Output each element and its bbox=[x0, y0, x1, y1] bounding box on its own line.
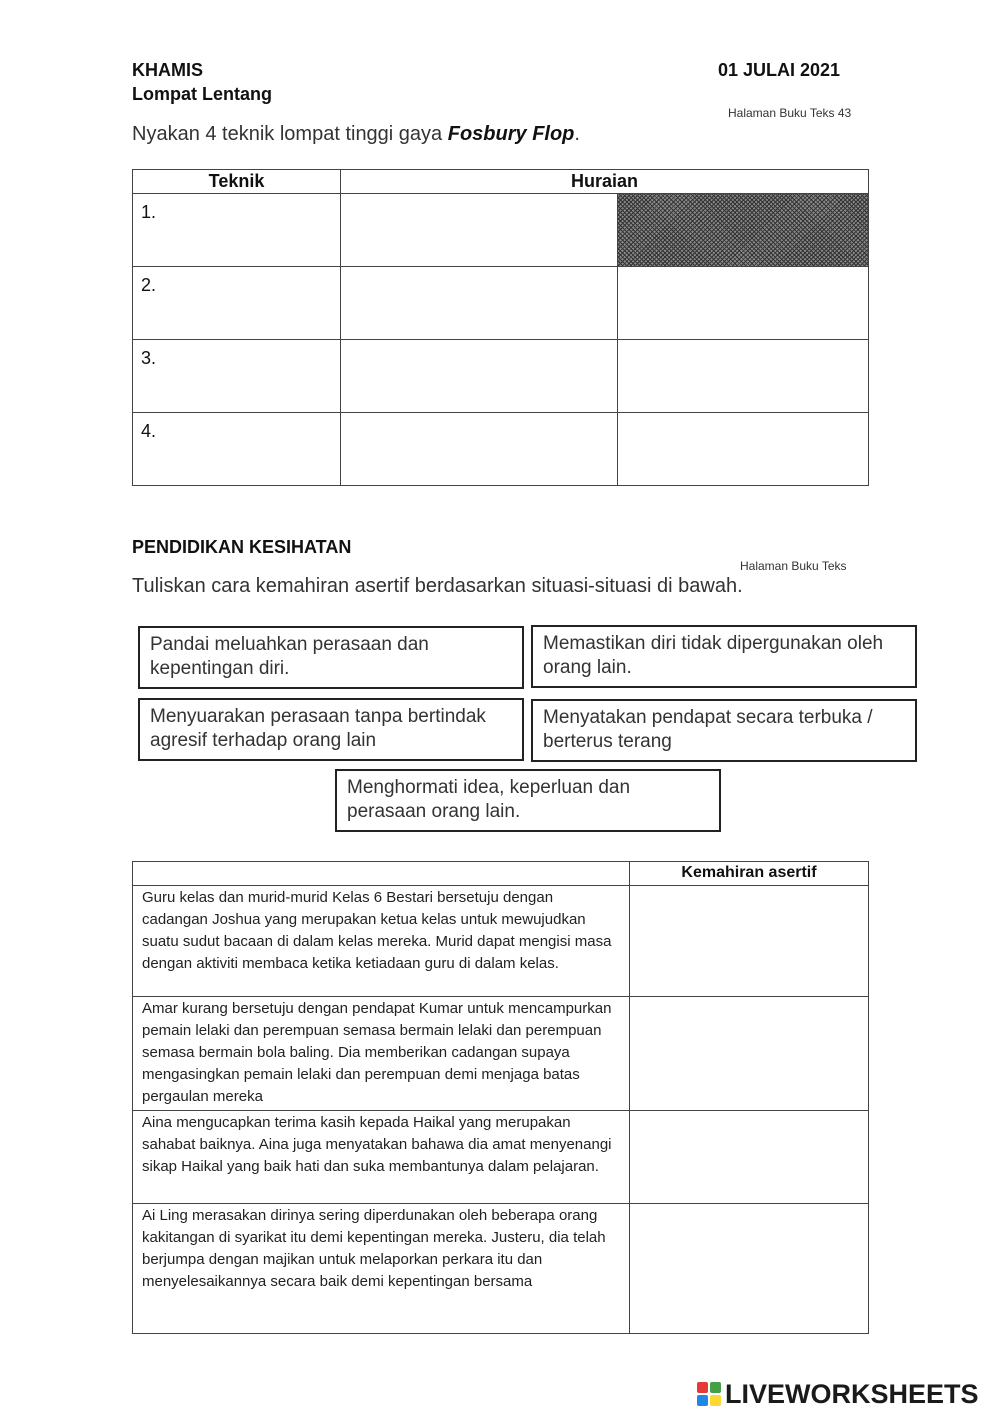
logo-square bbox=[710, 1382, 721, 1393]
skill-answer-cell[interactable] bbox=[630, 1204, 869, 1334]
date-label: 01 JULAI 2021 bbox=[718, 60, 841, 80]
hatched-cell bbox=[618, 194, 869, 267]
description-answer-cell[interactable] bbox=[341, 267, 618, 340]
skill-answer-cell[interactable] bbox=[630, 1111, 869, 1204]
logo-square bbox=[697, 1395, 708, 1406]
section2-page-reference: Halaman Buku Teks bbox=[740, 559, 847, 573]
section2-title: PENDIDIKAN KESIHATAN bbox=[132, 537, 352, 557]
day-label: KHAMIS bbox=[132, 60, 203, 80]
instruction-suffix: . bbox=[574, 123, 580, 145]
technique-column-header: Teknik bbox=[133, 170, 341, 194]
description-answer-cell[interactable] bbox=[618, 267, 869, 340]
liveworksheets-logo bbox=[697, 1378, 979, 1410]
option-box[interactable]: Memastikan diri tidak dipergunakan oleh orang lain. bbox=[531, 625, 917, 688]
section1-instruction bbox=[132, 123, 580, 146]
option-box[interactable]: Menyuarakan perasaan tanpa bertindak agresif terhadap orang lain bbox=[138, 698, 524, 761]
situation-table bbox=[132, 861, 869, 1334]
description-answer-cell[interactable] bbox=[618, 413, 869, 486]
logo-text: LIVEWORKSHEETS bbox=[725, 1378, 979, 1409]
technique-row bbox=[133, 340, 869, 413]
situation-text: Guru kelas dan murid-murid Kelas 6 Bestari bersetuju dengan cadangan Joshua yang merupakan ketua kelas untuk mewujudkan suatu sudut bacaan di dalam kelas mereka. Murid dapat mengisi masa dengan aktiviti membaca ketika ketiadaan guru di dalam kelas. bbox=[133, 886, 630, 997]
situation-row bbox=[133, 886, 869, 997]
option-box[interactable]: Menghormati idea, keperluan dan perasaan orang lain. bbox=[335, 769, 721, 832]
technique-row bbox=[133, 194, 869, 267]
description-column-header: Huraian bbox=[341, 170, 869, 194]
description-answer-cell[interactable] bbox=[618, 340, 869, 413]
logo-square bbox=[710, 1395, 721, 1406]
situation-row bbox=[133, 1204, 869, 1334]
instruction-emphasis: Fosbury Flop bbox=[447, 123, 575, 145]
technique-row bbox=[133, 413, 869, 486]
row-number: 3. bbox=[133, 340, 341, 413]
row-number: 4. bbox=[133, 413, 341, 486]
skill-answer-cell[interactable] bbox=[630, 886, 869, 997]
option-box[interactable]: Pandai meluahkan perasaan dan kepentingan diri. bbox=[138, 626, 524, 689]
option-box[interactable]: Menyatakan pendapat secara terbuka / berterus terang bbox=[531, 699, 917, 762]
topic-title: Lompat Lentang bbox=[132, 84, 272, 104]
skill-column-header: Kemahiran asertif bbox=[630, 862, 869, 886]
description-answer-cell[interactable] bbox=[341, 413, 618, 486]
skill-answer-cell[interactable] bbox=[630, 997, 869, 1111]
technique-table bbox=[132, 169, 869, 486]
row-number: 2. bbox=[133, 267, 341, 340]
situation-text: Ai Ling merasakan dirinya sering diperdunakan oleh beberapa orang kakitangan di syarikat itu demi kepentingan mereka. Justeru, dia telah berjumpa dengan majikan untuk melaporkan perkara itu dan menyelesaikannya secara baik demi kepentingan bersama bbox=[133, 1204, 630, 1334]
description-answer-cell[interactable] bbox=[341, 340, 618, 413]
instruction-prefix: Nyakan 4 teknik lompat tinggi gaya bbox=[132, 123, 448, 145]
description-answer-cell[interactable] bbox=[341, 194, 618, 267]
section2-instruction: Tuliskan cara kemahiran asertif berdasarkan situasi-situasi di bawah. bbox=[132, 575, 743, 597]
situation-text: Aina mengucapkan terima kasih kepada Haikal yang merupakan sahabat baiknya. Aina juga menyatakan bahawa dia amat menyenangi sikap Haikal yang baik hati dan suka membantunya dalam pelajaran. bbox=[133, 1111, 630, 1204]
technique-row bbox=[133, 267, 869, 340]
situation-row bbox=[133, 997, 869, 1111]
situation-column-header bbox=[133, 862, 630, 886]
situation-text: Amar kurang bersetuju dengan pendapat Kumar untuk mencampurkan pemain lelaki dan perempuan semasa bermain lelaki dan perempuan semasa bermain bola baling. Dia memberikan cadangan supaya mengasingkan pemain lelaki dan perempuan demi menjaga batas pergaulan mereka bbox=[133, 997, 630, 1111]
row-number: 1. bbox=[133, 194, 341, 267]
page-reference: Halaman Buku Teks 43 bbox=[728, 106, 852, 120]
logo-square bbox=[697, 1382, 708, 1393]
liveworksheets-logo-icon bbox=[697, 1382, 721, 1406]
situation-row bbox=[133, 1111, 869, 1204]
